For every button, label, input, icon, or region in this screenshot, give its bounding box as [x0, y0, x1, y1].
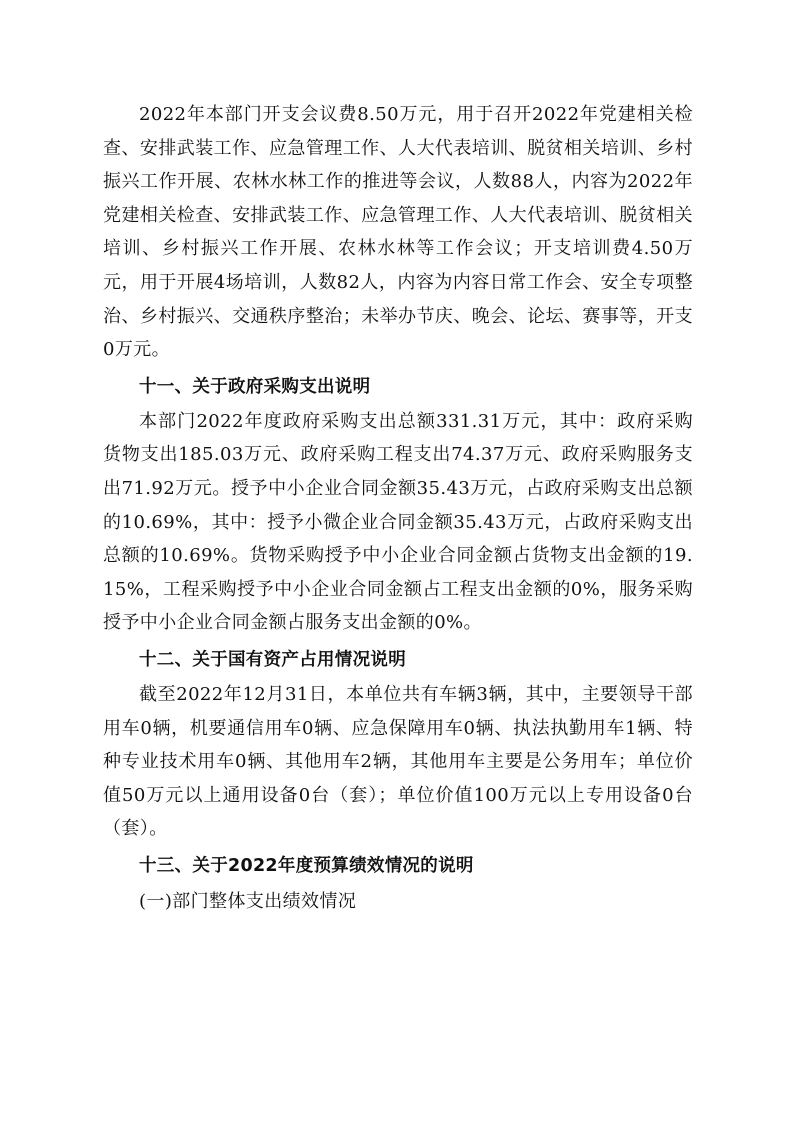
section-11-paragraph: 本部门2022年度政府采购支出总额331.31万元，其中：政府采购货物支出185.03万元、政府采购工程支出74.37万元、政府采购服务支出71.92万元。授予中小企业合同金额35.43万元，占政府采购支出总额的10.69%，其中：授予小微企业合同金额35.43万元，占政府采购支出总额的10.69%。货物采购授予中小企业合同金额占货物支出金额的19.15%，工程采购授予中小企业合同金额占工程支出金额的0%，服务采购授予中小企业合同金额占服务支出金额的0%。 [103, 410, 693, 634]
document-body [103, 98, 693, 920]
section-11-heading: 十一、关于政府采购支出说明 [139, 376, 371, 397]
section-13-heading: 十三、关于2022年度预算绩效情况的说明 [139, 855, 474, 876]
section-12-paragraph: 截至2022年12月31日，本单位共有车辆3辆，其中，主要领导干部用车0辆，机要通信用车0辆、应急保障用车0辆、执法执勤用车1辆、特种专业技术用车0辆、其他用车2辆，其他用车主要是公务用车；单位价值50万元以上通用设备0台（套）；单位价值100万元以上专用设备0台（套）。 [103, 683, 693, 840]
meeting-expense-paragraph: 2022年本部门开支会议费8.50万元，用于召开2022年党建相关检查、安排武装工作、应急管理工作、人大代表培训、脱贫相关培训、乡村振兴工作开展、农林水林工作的推进等会议，人数88人，内容为2022年党建相关检查、安排武装工作、应急管理工作、人大代表培训、脱贫相关培训、乡村振兴工作开展、农林水林等工作会议；开支培训费4.50万元，用于开展4场培训，人数82人，内容为内容日常工作会、安全专项整治、乡村振兴、交通秩序整治；未举办节庆、晚会、论坛、赛事等，开支0万元。 [103, 104, 693, 361]
section-12-heading: 十二、关于国有资产占用情况说明 [139, 649, 406, 670]
section-13-subheading-1: (一)部门整体支出绩效情况 [139, 890, 357, 912]
